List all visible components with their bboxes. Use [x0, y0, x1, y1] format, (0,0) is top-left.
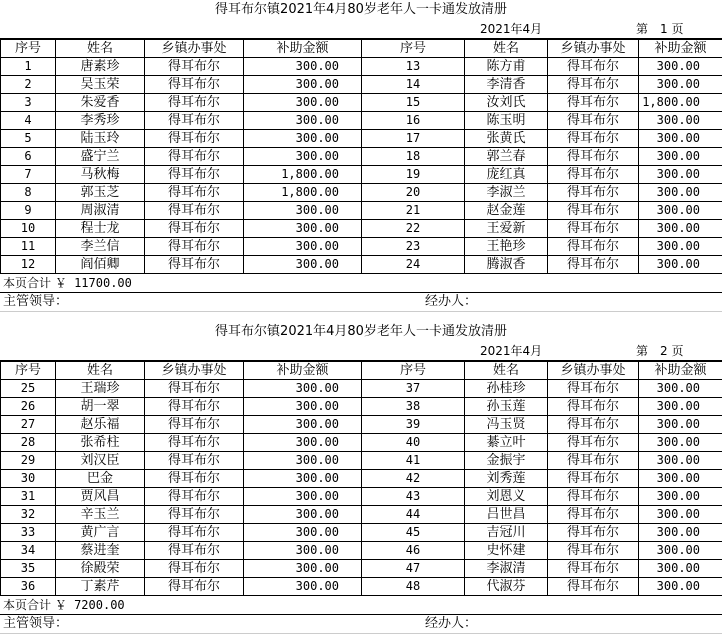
- table-row: [1, 112, 722, 130]
- table-row: [1, 256, 722, 274]
- amount-cell[interactable]: 300.00: [244, 76, 362, 94]
- amount-cell[interactable]: 300.00: [244, 380, 362, 398]
- amount-cell[interactable]: 300.00: [244, 578, 362, 596]
- township-cell[interactable]: 得耳布尔: [145, 380, 244, 398]
- township-cell[interactable]: 得耳布尔: [548, 148, 639, 166]
- seq-cell[interactable]: 13: [362, 58, 465, 76]
- amount-cell[interactable]: 300.00: [639, 130, 722, 148]
- amount-cell[interactable]: 300.00: [244, 506, 362, 524]
- meta-row: [0, 342, 722, 361]
- name-cell[interactable]: 胡一翠: [56, 398, 145, 416]
- name-cell[interactable]: 刘恩义: [465, 488, 548, 506]
- seq-cell[interactable]: 23: [362, 238, 465, 256]
- amount-cell[interactable]: 300.00: [244, 58, 362, 76]
- table-row: [1, 470, 722, 488]
- seq-cell[interactable]: 15: [362, 94, 465, 112]
- township-cell[interactable]: 得耳布尔: [145, 184, 244, 202]
- name-cell[interactable]: 马秋梅: [56, 166, 145, 184]
- seq-cell[interactable]: 14: [362, 76, 465, 94]
- table-row: [1, 488, 722, 506]
- name-cell[interactable]: 吉冠川: [465, 524, 548, 542]
- township-cell[interactable]: 得耳布尔: [145, 398, 244, 416]
- township-cell[interactable]: 得耳布尔: [145, 202, 244, 220]
- manager-label: 经办人：: [425, 294, 478, 309]
- amount-cell[interactable]: 300.00: [639, 380, 722, 398]
- table-row: [1, 380, 722, 398]
- seq-cell[interactable]: 1: [1, 58, 56, 76]
- amount-cell[interactable]: 300.00: [244, 148, 362, 166]
- seq-cell[interactable]: 19: [362, 166, 465, 184]
- amount-cell[interactable]: 300.00: [639, 112, 722, 130]
- amount-cell[interactable]: 300.00: [639, 148, 722, 166]
- amount-cell[interactable]: 300.00: [639, 220, 722, 238]
- amount-cell[interactable]: 300.00: [244, 112, 362, 130]
- name-cell[interactable]: 王艳珍: [465, 238, 548, 256]
- seq-cell[interactable]: 28: [1, 434, 56, 452]
- table-row: [1, 506, 722, 524]
- seq-cell[interactable]: 11: [1, 238, 56, 256]
- signature-row: [0, 615, 722, 634]
- amount-cell[interactable]: 300.00: [244, 524, 362, 542]
- township-cell[interactable]: 得耳布尔: [548, 238, 639, 256]
- leader-label: 主管领导：: [3, 616, 69, 631]
- amount-cell[interactable]: 300.00: [244, 238, 362, 256]
- table-row: [1, 58, 722, 76]
- seq-cell[interactable]: 5: [1, 130, 56, 148]
- township-cell[interactable]: 得耳布尔: [145, 238, 244, 256]
- amount-cell[interactable]: 300.00: [639, 506, 722, 524]
- township-cell[interactable]: 得耳布尔: [548, 184, 639, 202]
- amount-cell[interactable]: 300.00: [244, 542, 362, 560]
- name-cell[interactable]: 陆玉玲: [56, 130, 145, 148]
- seq-cell[interactable]: 16: [362, 112, 465, 130]
- township-cell[interactable]: 得耳布尔: [145, 560, 244, 578]
- seq-cell[interactable]: 26: [1, 398, 56, 416]
- name-cell[interactable]: 孙桂珍: [465, 380, 548, 398]
- township-cell[interactable]: 得耳布尔: [548, 452, 639, 470]
- township-cell[interactable]: 得耳布尔: [548, 488, 639, 506]
- amount-cell[interactable]: 300.00: [244, 202, 362, 220]
- name-cell[interactable]: 黄广言: [56, 524, 145, 542]
- page-title: 得耳布尔镇2021年4月80岁老年人一卡通发放清册: [215, 2, 507, 17]
- total-value: ￥ 7200.00: [54, 598, 125, 612]
- township-cell[interactable]: 得耳布尔: [145, 524, 244, 542]
- amount-cell[interactable]: 300.00: [244, 130, 362, 148]
- seq-cell[interactable]: 30: [1, 470, 56, 488]
- name-cell[interactable]: 丁素芹: [56, 578, 145, 596]
- township-cell[interactable]: 得耳布尔: [145, 130, 244, 148]
- seq-cell[interactable]: 21: [362, 202, 465, 220]
- name-cell[interactable]: 庞红真: [465, 166, 548, 184]
- seq-cell[interactable]: 41: [362, 452, 465, 470]
- township-cell[interactable]: 得耳布尔: [548, 416, 639, 434]
- name-cell[interactable]: 史怀建: [465, 542, 548, 560]
- township-cell[interactable]: 得耳布尔: [145, 416, 244, 434]
- seq-cell[interactable]: 34: [1, 542, 56, 560]
- seq-cell[interactable]: 7: [1, 166, 56, 184]
- column-header[interactable]: 姓名: [56, 362, 145, 380]
- seq-cell[interactable]: 9: [1, 202, 56, 220]
- amount-cell[interactable]: 300.00: [639, 76, 722, 94]
- name-cell[interactable]: 张黄氏: [465, 130, 548, 148]
- amount-cell[interactable]: 300.00: [639, 398, 722, 416]
- total-label: 本页合计: [3, 276, 52, 290]
- seq-cell[interactable]: 36: [1, 578, 56, 596]
- seq-cell[interactable]: 48: [362, 578, 465, 596]
- page-number: 第 2 页: [636, 344, 684, 358]
- amount-cell[interactable]: 300.00: [244, 416, 362, 434]
- township-cell[interactable]: 得耳布尔: [548, 220, 639, 238]
- township-cell[interactable]: 得耳布尔: [548, 560, 639, 578]
- seq-cell[interactable]: 42: [362, 470, 465, 488]
- amount-cell[interactable]: 300.00: [639, 560, 722, 578]
- seq-cell[interactable]: 27: [1, 416, 56, 434]
- township-cell[interactable]: 得耳布尔: [145, 488, 244, 506]
- date-label: 2021年4月: [480, 22, 543, 36]
- seq-cell[interactable]: 39: [362, 416, 465, 434]
- township-cell[interactable]: 得耳布尔: [145, 148, 244, 166]
- township-cell[interactable]: 得耳布尔: [548, 58, 639, 76]
- column-header[interactable]: 乡镇办事处: [145, 362, 244, 380]
- name-cell[interactable]: 徐殿荣: [56, 560, 145, 578]
- seq-cell[interactable]: 40: [362, 434, 465, 452]
- table-row: [1, 166, 722, 184]
- table-row: [1, 184, 722, 202]
- name-cell[interactable]: 蔡进奎: [56, 542, 145, 560]
- township-cell[interactable]: 得耳布尔: [145, 76, 244, 94]
- township-cell[interactable]: 得耳布尔: [548, 398, 639, 416]
- column-header[interactable]: 补助金额: [244, 40, 362, 58]
- seq-cell[interactable]: 38: [362, 398, 465, 416]
- seq-cell[interactable]: 12: [1, 256, 56, 274]
- column-header[interactable]: 乡镇办事处: [145, 40, 244, 58]
- name-cell[interactable]: 盛宁兰: [56, 148, 145, 166]
- table-row: [1, 398, 722, 416]
- name-cell[interactable]: 刘汉臣: [56, 452, 145, 470]
- seq-cell[interactable]: 33: [1, 524, 56, 542]
- seq-cell[interactable]: 24: [362, 256, 465, 274]
- township-cell[interactable]: 得耳布尔: [548, 94, 639, 112]
- amount-cell[interactable]: 300.00: [244, 220, 362, 238]
- name-cell[interactable]: 程士龙: [56, 220, 145, 238]
- seq-cell[interactable]: 32: [1, 506, 56, 524]
- name-cell[interactable]: 李淑兰: [465, 184, 548, 202]
- seq-cell[interactable]: 8: [1, 184, 56, 202]
- list-page: [0, 322, 722, 634]
- amount-cell[interactable]: 300.00: [639, 578, 722, 596]
- name-cell[interactable]: 李清香: [465, 76, 548, 94]
- seq-cell[interactable]: 44: [362, 506, 465, 524]
- table-row: [1, 238, 722, 256]
- seq-cell[interactable]: 6: [1, 148, 56, 166]
- column-header[interactable]: 补助金额: [639, 40, 722, 58]
- township-cell[interactable]: 得耳布尔: [548, 578, 639, 596]
- name-cell[interactable]: 朱爱香: [56, 94, 145, 112]
- column-header[interactable]: 序号: [362, 362, 465, 380]
- seq-cell[interactable]: 4: [1, 112, 56, 130]
- amount-cell[interactable]: 300.00: [244, 452, 362, 470]
- township-cell[interactable]: 得耳布尔: [548, 130, 639, 148]
- amount-cell[interactable]: 300.00: [639, 470, 722, 488]
- seq-cell[interactable]: 37: [362, 380, 465, 398]
- page-total: [0, 274, 722, 293]
- amount-cell[interactable]: 300.00: [639, 452, 722, 470]
- header-row: [1, 40, 722, 58]
- township-cell[interactable]: 得耳布尔: [548, 256, 639, 274]
- name-cell[interactable]: 王爱新: [465, 220, 548, 238]
- column-header[interactable]: 姓名: [56, 40, 145, 58]
- page-total: [0, 596, 722, 615]
- amount-cell[interactable]: 1,800.00: [244, 166, 362, 184]
- township-cell[interactable]: 得耳布尔: [548, 542, 639, 560]
- township-cell[interactable]: 得耳布尔: [145, 542, 244, 560]
- name-cell[interactable]: 李兰信: [56, 238, 145, 256]
- leader-label: 主管领导：: [3, 294, 69, 309]
- column-header[interactable]: 乡镇办事处: [548, 362, 639, 380]
- total-value: ￥ 11700.00: [54, 276, 132, 290]
- seq-cell[interactable]: 3: [1, 94, 56, 112]
- table-row: [1, 130, 722, 148]
- table-row: [1, 578, 722, 596]
- roster-table: [0, 39, 722, 274]
- township-cell[interactable]: 得耳布尔: [145, 58, 244, 76]
- amount-cell[interactable]: 300.00: [244, 470, 362, 488]
- column-header[interactable]: 序号: [1, 362, 56, 380]
- seq-cell[interactable]: 22: [362, 220, 465, 238]
- township-cell[interactable]: 得耳布尔: [145, 578, 244, 596]
- seq-cell[interactable]: 18: [362, 148, 465, 166]
- seq-cell[interactable]: 46: [362, 542, 465, 560]
- amount-cell[interactable]: 300.00: [639, 202, 722, 220]
- name-cell[interactable]: 阎佰卿: [56, 256, 145, 274]
- amount-cell[interactable]: 300.00: [639, 434, 722, 452]
- amount-cell[interactable]: 300.00: [244, 94, 362, 112]
- total-label: 本页合计: [3, 598, 52, 612]
- name-cell[interactable]: 冯玉贤: [465, 416, 548, 434]
- page-title: 得耳布尔镇2021年4月80岁老年人一卡通发放清册: [215, 324, 507, 339]
- seq-cell[interactable]: 45: [362, 524, 465, 542]
- amount-cell[interactable]: 300.00: [244, 434, 362, 452]
- amount-cell[interactable]: 300.00: [244, 256, 362, 274]
- seq-cell[interactable]: 29: [1, 452, 56, 470]
- name-cell[interactable]: 汝刘氏: [465, 94, 548, 112]
- township-cell[interactable]: 得耳布尔: [548, 166, 639, 184]
- meta-row: [0, 20, 722, 39]
- column-header[interactable]: 乡镇办事处: [548, 40, 639, 58]
- roster-table: [0, 361, 722, 596]
- table-row: [1, 76, 722, 94]
- township-cell[interactable]: 得耳布尔: [548, 112, 639, 130]
- township-cell[interactable]: 得耳布尔: [548, 506, 639, 524]
- manager-label: 经办人：: [425, 616, 478, 631]
- amount-cell[interactable]: 300.00: [639, 184, 722, 202]
- name-cell[interactable]: 李淑清: [465, 560, 548, 578]
- name-cell[interactable]: 金振宇: [465, 452, 548, 470]
- township-cell[interactable]: 得耳布尔: [548, 202, 639, 220]
- name-cell[interactable]: 唐素珍: [56, 58, 145, 76]
- date-label: 2021年4月: [480, 344, 543, 358]
- table-row: [1, 434, 722, 452]
- list-page: [0, 0, 722, 312]
- name-cell[interactable]: 赵金莲: [465, 202, 548, 220]
- name-cell[interactable]: 王瑞珍: [56, 380, 145, 398]
- name-cell[interactable]: 代淑芬: [465, 578, 548, 596]
- seq-cell[interactable]: 31: [1, 488, 56, 506]
- page-number: 第 1 页: [636, 22, 684, 36]
- township-cell[interactable]: 得耳布尔: [145, 166, 244, 184]
- column-header[interactable]: 补助金额: [639, 362, 722, 380]
- amount-cell[interactable]: 300.00: [244, 560, 362, 578]
- name-cell[interactable]: 郭兰春: [465, 148, 548, 166]
- amount-cell[interactable]: 300.00: [244, 488, 362, 506]
- seq-cell[interactable]: 2: [1, 76, 56, 94]
- township-cell[interactable]: 得耳布尔: [145, 112, 244, 130]
- amount-cell[interactable]: 300.00: [639, 58, 722, 76]
- name-cell[interactable]: 綦立叶: [465, 434, 548, 452]
- table-row: [1, 542, 722, 560]
- amount-cell[interactable]: 300.00: [639, 166, 722, 184]
- name-cell[interactable]: 刘秀莲: [465, 470, 548, 488]
- table-row: [1, 452, 722, 470]
- township-cell[interactable]: 得耳布尔: [145, 220, 244, 238]
- signature-row: [0, 293, 722, 312]
- township-cell[interactable]: 得耳布尔: [548, 470, 639, 488]
- name-cell[interactable]: 吕世昌: [465, 506, 548, 524]
- amount-cell[interactable]: 300.00: [639, 416, 722, 434]
- table-row: [1, 94, 722, 112]
- name-cell[interactable]: 李秀珍: [56, 112, 145, 130]
- name-cell[interactable]: 贾风昌: [56, 488, 145, 506]
- amount-cell[interactable]: 300.00: [639, 488, 722, 506]
- table-row: [1, 148, 722, 166]
- township-cell[interactable]: 得耳布尔: [145, 256, 244, 274]
- table-row: [1, 524, 722, 542]
- column-header[interactable]: 序号: [1, 40, 56, 58]
- name-cell[interactable]: 陈方甫: [465, 58, 548, 76]
- seq-cell[interactable]: 17: [362, 130, 465, 148]
- amount-cell[interactable]: 300.00: [639, 542, 722, 560]
- header-row: [1, 362, 722, 380]
- township-cell[interactable]: 得耳布尔: [548, 380, 639, 398]
- name-cell[interactable]: 陈玉明: [465, 112, 548, 130]
- column-header[interactable]: 补助金额: [244, 362, 362, 380]
- seq-cell[interactable]: 25: [1, 380, 56, 398]
- seq-cell[interactable]: 20: [362, 184, 465, 202]
- name-cell[interactable]: 辛玉兰: [56, 506, 145, 524]
- name-cell[interactable]: 赵乐福: [56, 416, 145, 434]
- name-cell[interactable]: 周淑清: [56, 202, 145, 220]
- seq-cell[interactable]: 35: [1, 560, 56, 578]
- amount-cell[interactable]: 1,800.00: [639, 94, 722, 112]
- amount-cell[interactable]: 300.00: [639, 524, 722, 542]
- amount-cell[interactable]: 1,800.00: [244, 184, 362, 202]
- township-cell[interactable]: 得耳布尔: [548, 434, 639, 452]
- table-row: [1, 202, 722, 220]
- township-cell[interactable]: 得耳布尔: [145, 470, 244, 488]
- township-cell[interactable]: 得耳布尔: [145, 452, 244, 470]
- township-cell[interactable]: 得耳布尔: [145, 434, 244, 452]
- table-row: [1, 560, 722, 578]
- township-cell[interactable]: 得耳布尔: [548, 76, 639, 94]
- seq-cell[interactable]: 10: [1, 220, 56, 238]
- column-header[interactable]: 姓名: [465, 40, 548, 58]
- amount-cell[interactable]: 300.00: [639, 238, 722, 256]
- township-cell[interactable]: 得耳布尔: [145, 506, 244, 524]
- name-cell[interactable]: 吴玉荣: [56, 76, 145, 94]
- seq-cell[interactable]: 47: [362, 560, 465, 578]
- seq-cell[interactable]: 43: [362, 488, 465, 506]
- amount-cell[interactable]: 300.00: [244, 398, 362, 416]
- township-cell[interactable]: 得耳布尔: [548, 524, 639, 542]
- amount-cell[interactable]: 300.00: [639, 256, 722, 274]
- column-header[interactable]: 序号: [362, 40, 465, 58]
- name-cell[interactable]: 巴金: [56, 470, 145, 488]
- name-cell[interactable]: 腾淑香: [465, 256, 548, 274]
- table-row: [1, 416, 722, 434]
- name-cell[interactable]: 孙玉莲: [465, 398, 548, 416]
- township-cell[interactable]: 得耳布尔: [145, 94, 244, 112]
- name-cell[interactable]: 郭玉芝: [56, 184, 145, 202]
- table-row: [1, 220, 722, 238]
- name-cell[interactable]: 张希柱: [56, 434, 145, 452]
- column-header[interactable]: 姓名: [465, 362, 548, 380]
